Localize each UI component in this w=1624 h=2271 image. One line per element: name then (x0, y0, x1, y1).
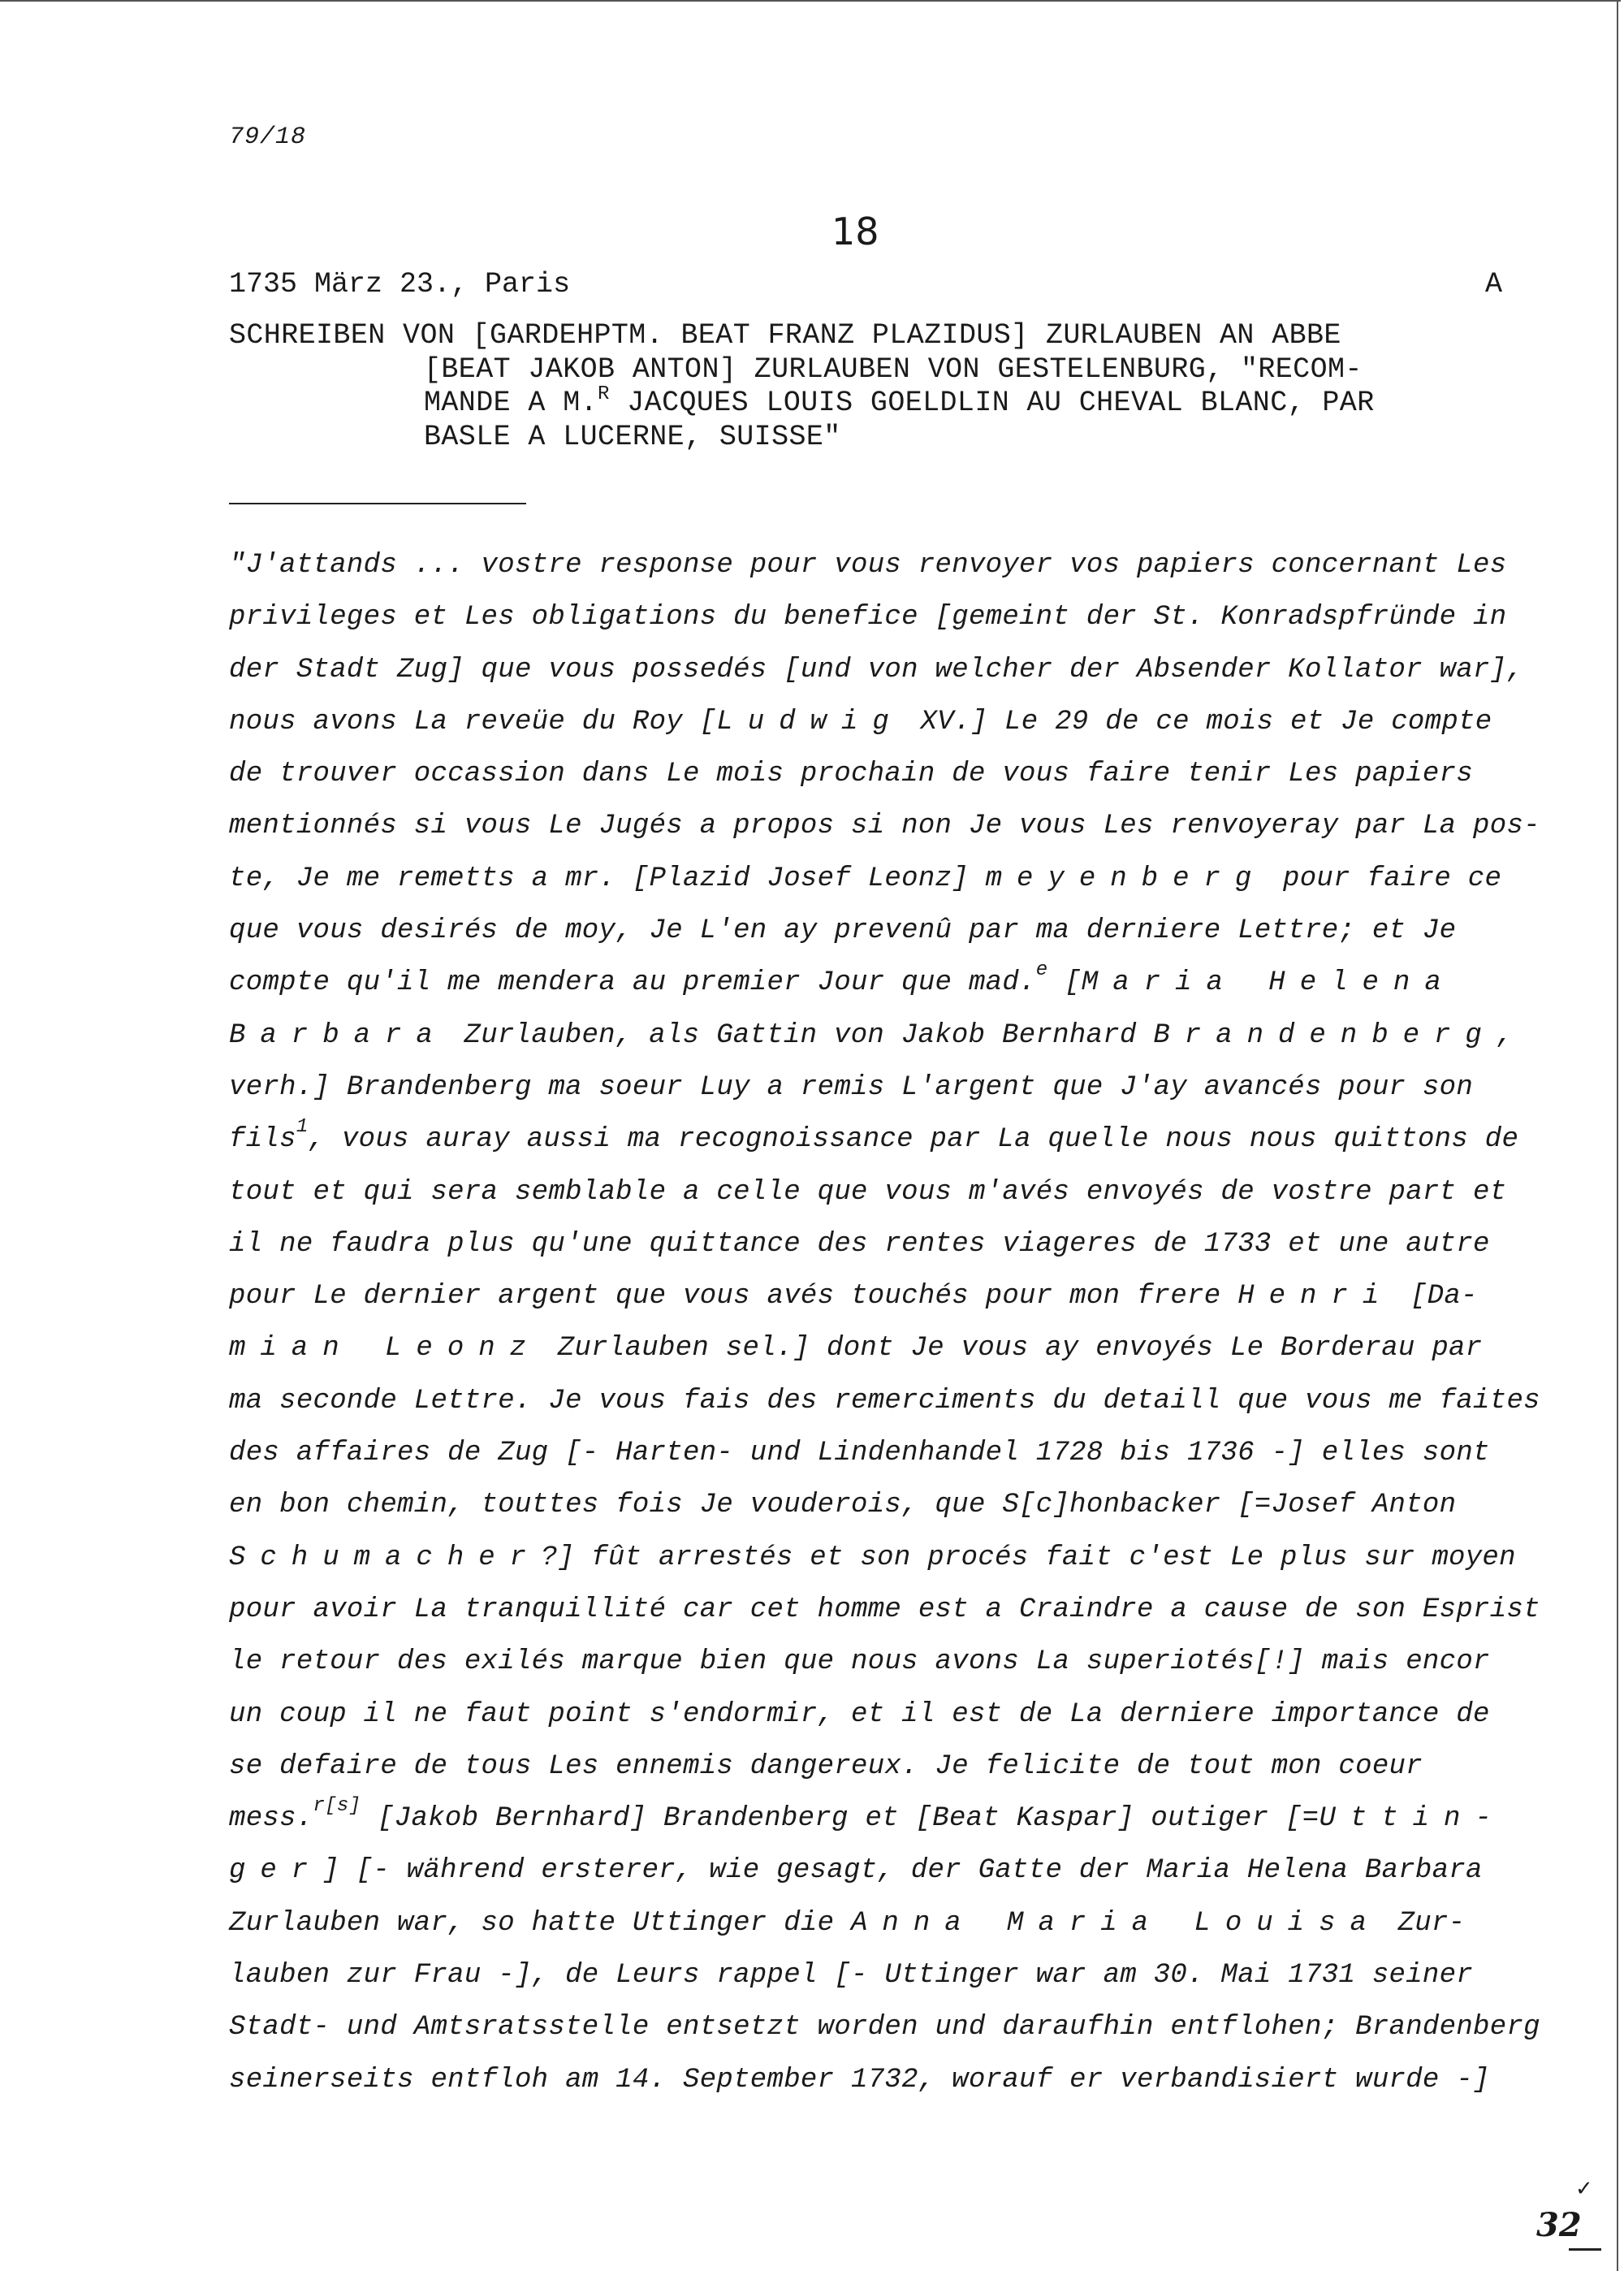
spaced-name: Brandenberg (1153, 1019, 1497, 1051)
title-block (229, 319, 1504, 454)
body-line (229, 696, 1504, 748)
body-line: il ne faudra plus qu'une quittance des rentes viageres de 1733 et une autre (229, 1228, 1490, 1260)
spaced-name: Maria Helena (1081, 967, 1456, 999)
body-text: ?] fût arrestés et son procés fait c'est Le plus sur moyen (541, 1542, 1516, 1573)
title-line: [BEAT JAKOB ANTON] ZURLAUBEN VON GESTELENBURG, "RECOM- (424, 353, 1363, 386)
body-line (229, 1010, 1514, 1062)
body-line: se defaire de tous Les ennemis dangereux. Je felicite de tout mon coeur (229, 1750, 1423, 1782)
reference-code: 79/18 (229, 123, 307, 151)
body-text: Zurlauben war, so hatte Uttinger die (229, 1907, 852, 1939)
folio-underline (1569, 2248, 1601, 2251)
body-line (229, 1793, 1504, 1845)
spaced-name: mian Leonz (229, 1333, 542, 1365)
body-text: XV.] Le 29 de ce mois et Je compte (903, 706, 1492, 738)
superscript: R (598, 383, 610, 405)
body-line: verh.] Brandenberg ma soeur Luy a remis L'argent que J'ay avancés pour son (229, 1071, 1474, 1103)
body-line: privileges et Les obligations du benefice [gemeint der St. Konradspfründe in (229, 602, 1507, 634)
spaced-name: Uttin (1319, 1803, 1475, 1835)
document-number: 18 (831, 210, 879, 253)
spaced-name: Henri (1237, 1281, 1394, 1313)
body-line: un coup il ne faut point s'endormir, et il est de La derniere importance de (229, 1698, 1490, 1730)
spaced-name: Schumacher (229, 1542, 542, 1573)
body-text: compte qu'il me mendera au premier Jour que mad. (229, 967, 1036, 999)
letter-body (229, 539, 1540, 2106)
body-line: mentionnés si vous Le Jugés a propos si non Je vous Les renvoyeray par La pos- (229, 811, 1540, 842)
superscript: e (1035, 959, 1048, 982)
body-text: ] [- während ersterer, wie gesagt, der Gatte der Maria Helena Barbara (322, 1855, 1483, 1887)
body-line (229, 1845, 1504, 1897)
title-line (229, 383, 1504, 421)
body-text: Zurlauben sel.] dont Je vous ay envoyés Le Borderau par (541, 1333, 1483, 1365)
body-line: tout et qui sera semblable a celle que vous m'avés envoyés de vostre part et (229, 1176, 1507, 1208)
spaced-name: Barbara (229, 1019, 447, 1051)
body-line: le retour des exilés marque bien que nous avons La superiotés[!] mais encor (229, 1646, 1490, 1678)
body-line: lauben zur Frau -], de Leurs rappel [- Uttinger war am 30. Mai 1731 seiner (229, 1960, 1474, 1992)
body-line: "J'attands ... vostre response pour vous renvoyer vos papiers concernant Les (229, 550, 1507, 581)
body-line: en bon chemin, touttes fois Je vouderois, que S[c]honbacker [=Josef Anton (229, 1490, 1457, 1521)
body-text: pour Le dernier argent que vous avés touchés pour mon frere (229, 1281, 1238, 1313)
body-line: des affaires de Zug [- Harten- und Lindenhandel 1728 bis 1736 -] elles sont (229, 1438, 1490, 1469)
body-text: pour faire ce (1266, 863, 1502, 894)
body-text: nous avons La reveüe du Roy [ (229, 706, 717, 738)
body-line (229, 957, 1504, 1009)
body-text: fils (229, 1124, 296, 1156)
folio-number: 32 (1536, 2206, 1582, 2244)
body-text: , vous auray aussi ma recognoissance par La quelle nous nous quittons de (308, 1124, 1519, 1156)
document-kind: A (1484, 268, 1502, 301)
body-text: [Da- (1393, 1281, 1478, 1313)
title-text: MANDE A M. (424, 387, 598, 419)
checkmark-icon: ✓ (1575, 2177, 1593, 2201)
body-line: ma seconde Lettre. Je vous fais des remerciments du detaill que vous me faites (229, 1385, 1540, 1417)
spaced-name: meyenberg (985, 863, 1267, 894)
body-text: , (1496, 1019, 1514, 1051)
body-line: de trouver occassion dans Le mois prochain de vous faire tenir Les papiers (229, 759, 1474, 790)
date-place: 1735 März 23., Paris (229, 268, 571, 301)
scan-edge-top (0, 0, 1621, 2)
footnote-marker: 1 (296, 1116, 309, 1139)
body-text: Zurlauben, als Gattin von Jakob Bernhard (447, 1019, 1154, 1051)
body-line (229, 1897, 1504, 1949)
body-line (229, 853, 1504, 905)
title-line: BASLE A LUCERNE, SUISSE" (424, 420, 841, 453)
body-line (229, 1532, 1516, 1584)
body-line: seinerseits entfloh am 14. September 1732, worauf er verbandisiert wurde -] (229, 2064, 1490, 2096)
body-text: Zur- (1380, 1907, 1466, 1939)
body-line (229, 1322, 1504, 1374)
body-text: te, Je me remetts a mr. [Plazid Josef Leonz] (229, 863, 986, 894)
superscript: r[s] (313, 1795, 361, 1818)
title-text: JACQUES LOUIS GOELDLIN AU CHEVAL BLANC, PAR (609, 387, 1375, 419)
scan-edge-right (1617, 0, 1618, 2271)
body-line: Stadt- und Amtsratsstelle entsetzt worden und daraufhin entflohen; Brandenberg (229, 2012, 1540, 2044)
body-text: - (1475, 1803, 1492, 1835)
body-line: que vous desirés de moy, Je L'en ay prevenû par ma derniere Lettre; et Je (229, 915, 1457, 947)
title-line: SCHREIBEN VON [GARDEHPTM. BEAT FRANZ PLAZIDUS] ZURLAUBEN AN ABBE (229, 319, 1341, 352)
body-text: [Jakob Bernhard] Brandenberg et [Beat Kaspar] outiger [= (361, 1803, 1320, 1835)
body-text: [ (1047, 967, 1082, 999)
body-line: der Stadt Zug] que vous possedés [und von welcher der Absender Kollator war], (229, 654, 1524, 686)
body-line: pour avoir La tranquillité car cet homme est a Craindre a cause de son Esprist (229, 1594, 1540, 1625)
spaced-name: Anna Maria Louisa (851, 1907, 1381, 1939)
body-text: mess. (229, 1803, 313, 1835)
body-line (229, 1270, 1504, 1322)
body-line (229, 1114, 1519, 1166)
separator-rule (229, 503, 526, 504)
spaced-name: Ludwig (716, 706, 904, 738)
spaced-name: ger (229, 1855, 323, 1887)
